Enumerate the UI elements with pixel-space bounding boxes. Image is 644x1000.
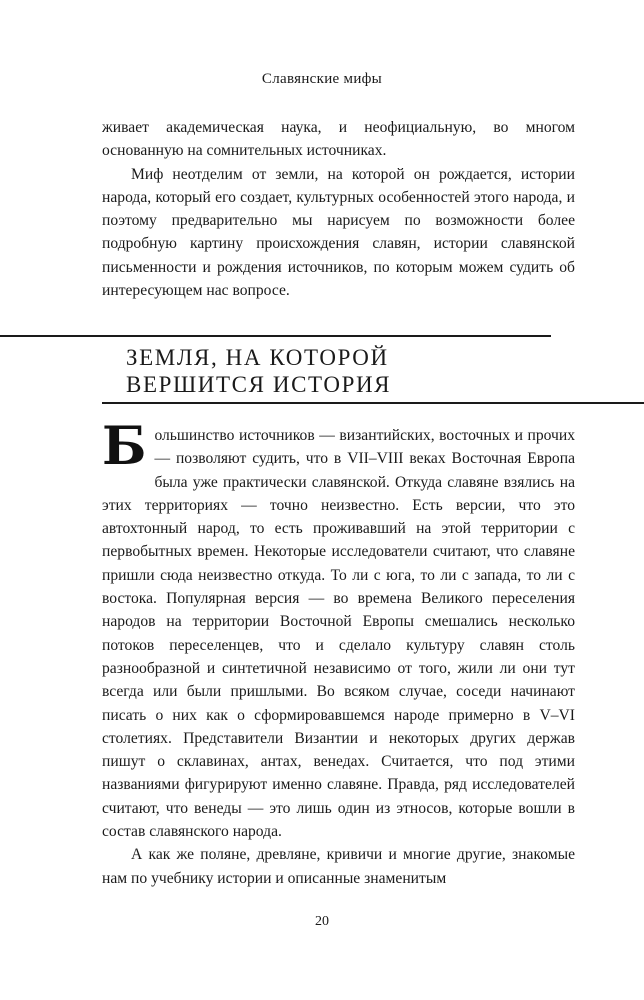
intro-text xyxy=(102,116,575,302)
section-rule-top xyxy=(0,335,551,337)
section-title-line-1: ЗЕМЛЯ, НА КОТОРОЙ xyxy=(126,345,389,370)
main-text xyxy=(102,416,575,890)
continued-paragraph: живает академическая наука, и неофициальную, во многом основанную на сомнительных источниках. xyxy=(102,119,575,160)
body-paragraph-1 xyxy=(102,416,575,843)
running-head: Славянские мифы xyxy=(261,71,383,87)
body-paragraph-1-text: ольшинство источников — византийских, восточных и прочих — позволяют судить, что в VII–VIII веках Восточная Европа была уже практически славянской. Откуда славяне взялись на этих территориях — точно неизвестно. Есть версии, что это автохтонный народ, то есть проживавший на этой территории с первобытных времен. Некоторые исследователи считают, что славяне пришли сюда неизвестно откуда. То ли с юга, то ли с запада, то ли с востока. Популярная версия — во времена Великого переселения народов на территории Восточной Европы смешались несколько потоков переселенцев, что и сделало культуру славян столь разнообразной и синтетичной независимо от того, жили ли они тут всегда или были пришлыми. Во всяком случае, соседи начинают писать о них как о сформировавшемся народе примерно в V–VI столетиях. Представители Византии и некоторых других держав пишут о склавинах, антах, венедах. Считается, что под этими названиями фигурируют именно славяне. Правда, ряд исследователей считают, что венеды — это лишь один из этносов, которые вошли в состав славянского народа. xyxy=(102,427,575,841)
section-rule-bottom xyxy=(102,402,644,404)
section-title xyxy=(126,344,391,398)
page-number: 20 xyxy=(315,914,329,929)
section-title-line-2: ВЕРШИТСЯ ИСТОРИЯ xyxy=(126,372,392,397)
body-paragraph-2: А как же поляне, древляне, кривичи и многие другие, знакомые нам по учебнику истории и описанные знаменитым xyxy=(102,846,575,887)
drop-cap: Б xyxy=(102,416,147,477)
intro-paragraph: Миф неотделим от земли, на которой он рождается, истории народа, который его создает, культурных особенностей этого народа, и поэтому предварительно мы нарисуем по возможности более подробную картину происхождения славян, истории славянской письменности и рождения источников, по которым можем судить об интересующем нас вопросе. xyxy=(102,165,575,300)
